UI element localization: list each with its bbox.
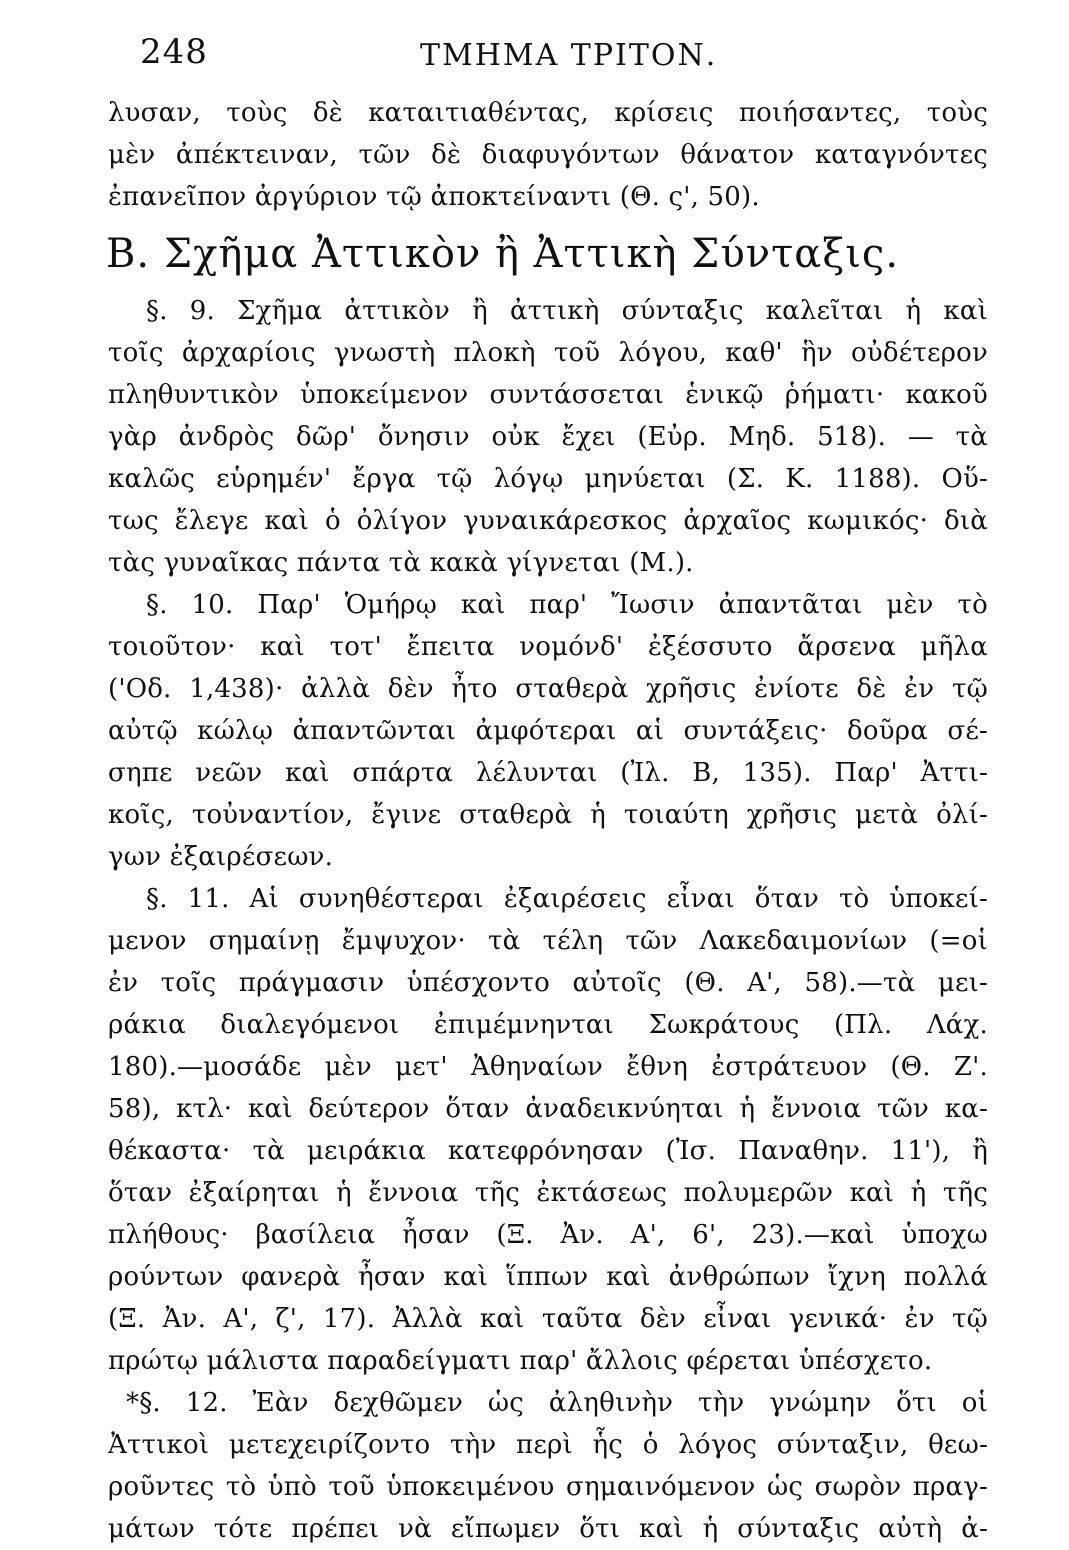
text-line: 58), κτλ· καὶ δεύτερον ὅταν ἀναδεικνύηται ἡ ἔννοια τῶν κα- bbox=[108, 1094, 988, 1124]
text-line: αὐτῷ κώλῳ ἀπαντῶνται ἀμφότεραι αἱ συντάξεις· δοῦρα σέ- bbox=[108, 716, 988, 746]
text-line: τὰς γυναῖκας πάντα τὰ κακὰ γίγνεται (Μ.). bbox=[108, 548, 694, 578]
paragraph-12-start: *§. 12. Ἐὰν δεχθῶμεν ὡς ἀληθινὴν τὴν γνώμην ὅτι οἱ bbox=[126, 1388, 988, 1418]
page-body bbox=[108, 92, 988, 1550]
text-line: ὅταν ἐξαίρηται ἡ ἔννοια τῆς ἐκτάσεως πολυμερῶν καὶ ἡ τῆς bbox=[108, 1178, 988, 1208]
text-line: τοῖς ἀρχαρίοις γνωστὴ πλοκὴ τοῦ λόγου, καθ' ἣν οὐδέτερον bbox=[108, 338, 988, 368]
text-line: κοῖς, τοὐναντίον, ἔγινε σταθερὰ ἡ τοιαύτη χρῆσις μετὰ ὀλί- bbox=[108, 800, 988, 830]
text-line: τοιοῦτον· καὶ τοτ' ἔπειτα νομόνδ' ἐξέσσυτο ἄρσενα μῆλα bbox=[108, 632, 988, 662]
text-line: σηπε νεῶν καὶ σπάρτα λέλυνται (Ἰλ. Β, 135). Παρ' Ἀττι- bbox=[108, 758, 988, 788]
text-line: Ἀττικοὶ μετεχειρίζοντο τὴν περὶ ἧς ὁ λόγος σύνταξιν, θεω- bbox=[108, 1430, 988, 1460]
text-line: μάτων τότε πρέπει νὰ εἴπωμεν ὅτι καὶ ἡ σύνταξις αὐτὴ ἀ- bbox=[108, 1514, 988, 1544]
section-heading: Β. Σχῆμα Ἀττικὸν ἢ Ἀττικὴ Σύνταξις. bbox=[106, 231, 900, 277]
text-line: γὰρ ἀνδρὸς δῶρ' ὄνησιν οὐκ ἔχει (Εὐρ. Μηδ. 518). — τὰ bbox=[108, 422, 988, 452]
text-line: ρούντων φανερὰ ἦσαν καὶ ἵππων καὶ ἀνθρώπων ἴχνη πολλά bbox=[108, 1262, 988, 1292]
text-line: πρώτῳ μάλιστα παραδείγματι παρ' ἄλλοις φέρεται ὑπέσχετο. bbox=[108, 1346, 933, 1376]
text-line: ροῦντες τὸ ὑπὸ τοῦ ὑποκειμένου σημαινόμενον ὡς σωρὸν πραγ- bbox=[108, 1472, 988, 1502]
text-line: γων ἐξαιρέσεων. bbox=[108, 842, 334, 872]
text-line: λυσαν, τοὺς δὲ καταιτιαθέντας, κρίσεις ποιήσαντες, τοὺς bbox=[108, 98, 988, 128]
text-line: τως ἔλεγε καὶ ὁ ὀλίγον γυναικάρεσκος ἀρχαῖος κωμικός· διὰ bbox=[108, 506, 988, 536]
page-header bbox=[0, 30, 1069, 80]
paragraph-10-start: §. 10. Παρ' Ὁμήρῳ καὶ παρ' Ἴωσιν ἀπαντᾶται μὲν τὸ bbox=[146, 590, 988, 620]
text-line: μενον σημαίνῃ ἔμψυχον· τὰ τέλη τῶν Λακεδαιμονίων (=οἱ bbox=[108, 926, 988, 956]
text-line: θέκαστα· τὰ μειράκια κατεφρόνησαν (Ἰσ. Παναθην. 11'), ἢ bbox=[108, 1136, 988, 1166]
text-line: καλῶς εὑρημέν' ἔργα τῷ λόγῳ μηνύεται (Σ. Κ. 1188). Οὕ- bbox=[108, 464, 988, 494]
text-line: ράκια διαλεγόμενοι ἐπιμέμνηνται Σωκράτους (Πλ. Λάχ. bbox=[108, 1010, 988, 1040]
text-line: ἐν τοῖς πράγμασιν ὑπέσχοντο αὐτοῖς (Θ. Α', 58).—τὰ μει- bbox=[108, 968, 988, 998]
text-line: (Ξ. Ἀν. Α', ζ', 17). Ἀλλὰ καὶ ταῦτα δὲν εἶναι γενικά· ἐν τῷ bbox=[108, 1304, 988, 1334]
text-line: ('Οδ. 1,438)· ἀλλὰ δὲν ἦτο σταθερὰ χρῆσις ἐνίοτε δὲ ἐν τῷ bbox=[108, 674, 988, 704]
text-line: μὲν ἀπέκτειναν, τῶν δὲ διαφυγόντων θάνατον καταγνόντες bbox=[108, 140, 988, 170]
running-head: ΤΜΗΜΑ ΤΡΙΤΟΝ. bbox=[420, 38, 718, 73]
paragraph-11-start: §. 11. Αἱ συνηθέστεραι ἐξαιρέσεις εἶναι ὅταν τὸ ὑποκεί- bbox=[146, 884, 988, 914]
paragraph-9-start: §. 9. Σχῆμα ἀττικὸν ἢ ἀττικὴ σύνταξις καλεῖται ἡ καὶ bbox=[146, 296, 988, 326]
text-line: ἐπανεῖπον ἀργύριον τῷ ἀποκτείναντι (Θ. ς', 50). bbox=[108, 182, 760, 212]
page-number: 248 bbox=[140, 32, 208, 72]
text-line: πλήθους· βασίλεια ἦσαν (Ξ. Ἀν. Α', 6', 23).—καὶ ὑποχω bbox=[108, 1220, 988, 1250]
text-line: πληθυντικὸν ὑποκείμενον συντάσσεται ἑνικῷ ῥήματι· κακοῦ bbox=[108, 380, 988, 410]
text-line: 180).—μοσάδε μὲν μετ' Ἀθηναίων ἔθνη ἐστράτευον (Θ. Ζ'. bbox=[108, 1052, 988, 1082]
